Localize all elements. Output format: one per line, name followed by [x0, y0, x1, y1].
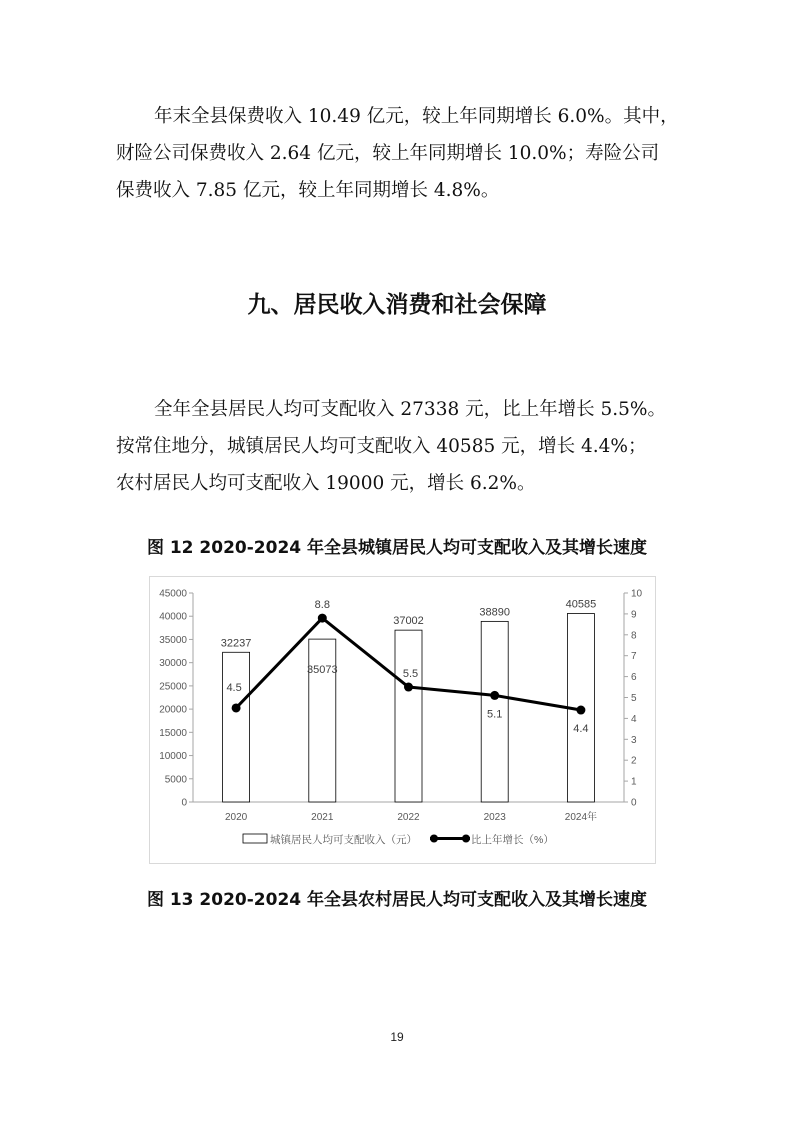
- left-tick-label: 10000: [159, 751, 187, 763]
- x-tick-label: 2023: [483, 812, 506, 823]
- line-data-label: 4.4: [573, 723, 589, 736]
- left-tick-label: 45000: [159, 588, 187, 600]
- bar-data-label: 37002: [393, 615, 424, 628]
- left-tick-label: 35000: [159, 634, 187, 646]
- page-number: 19: [390, 1030, 404, 1044]
- right-tick-label: 7: [631, 651, 637, 663]
- x-tick-label: 2020: [224, 812, 248, 823]
- right-tick-label: 6: [631, 672, 637, 684]
- bar-data-label: 40585: [565, 598, 597, 611]
- bar-data-label: 38890: [479, 606, 510, 619]
- line-data-label: 5.5: [402, 668, 419, 681]
- bar-data-label: 32237: [220, 637, 252, 650]
- section-title: 九、居民收入消费和社会保障: [247, 292, 547, 318]
- right-tick-label: 2: [631, 755, 637, 767]
- legend-line-label: 比上年增长（%）: [471, 834, 554, 846]
- left-tick-label: 5000: [164, 774, 187, 786]
- insurance-line-2: 财险公司保费收入 2.64 亿元，较上年同期增长 10.0%；寿险公司: [116, 143, 660, 164]
- x-tick-label: 2024年: [564, 812, 598, 823]
- growth-point: [232, 703, 241, 712]
- legend-bar-swatch: [243, 834, 267, 843]
- legend-line-marker-left: [430, 835, 438, 843]
- growth-point: [404, 683, 413, 692]
- left-tick-label: 20000: [159, 704, 187, 716]
- line-data-label: 5.1: [487, 708, 503, 721]
- bar: [395, 630, 422, 802]
- insurance-line-3: 保费收入 7.85 亿元，较上年同期增长 4.8%。: [116, 180, 500, 201]
- income-line-2: 按常住地分，城镇居民人均可支配收入 40585 元，增长 4.4%；: [116, 436, 647, 457]
- line-data-label: 8.8: [314, 599, 330, 612]
- insurance-line-1: 年末全县保费收入 10.49 亿元，较上年同期增长 6.0%。其中，: [154, 106, 679, 127]
- growth-point: [490, 691, 499, 700]
- figure13-caption: 图 13 2020-2024 年全县农村居民人均可支配收入及其增长速度: [146, 890, 648, 910]
- right-tick-label: 5: [631, 693, 637, 704]
- left-tick-label: 40000: [159, 611, 187, 623]
- income-line-3: 农村居民人均可支配收入 19000 元，增长 6.2%。: [116, 473, 536, 494]
- right-tick-label: 4: [631, 713, 637, 725]
- left-tick-label: 0: [181, 797, 187, 809]
- x-tick-label: 2022: [397, 812, 420, 823]
- growth-point: [576, 706, 585, 715]
- bar: [223, 652, 250, 802]
- income-paragraph: [116, 391, 696, 502]
- right-tick-label: 10: [631, 588, 643, 600]
- legend-line-marker-right: [462, 835, 470, 843]
- right-tick-label: 1: [631, 776, 637, 788]
- left-tick-label: 30000: [159, 658, 187, 670]
- growth-point: [318, 614, 327, 623]
- left-tick-label: 25000: [159, 681, 187, 693]
- line-data-label: 4.5: [226, 681, 242, 694]
- right-tick-label: 9: [631, 609, 637, 621]
- right-tick-label: 0: [631, 797, 637, 809]
- legend-bar-label: 城镇居民人均可支配收入（元）: [270, 834, 417, 846]
- urban-income-chart: [149, 576, 656, 864]
- left-tick-label: 15000: [159, 727, 187, 739]
- bar-data-label: 35073: [307, 664, 338, 677]
- right-tick-label: 8: [631, 630, 637, 642]
- chart-canvas: [150, 577, 655, 863]
- right-tick-label: 3: [631, 734, 637, 746]
- income-line-1: 全年全县居民人均可支配收入 27338 元，比上年增长 5.5%。: [154, 399, 666, 420]
- insurance-paragraph: [116, 98, 696, 209]
- x-tick-label: 2021: [311, 812, 334, 823]
- figure12-caption: 图 12 2020-2024 年全县城镇居民人均可支配收入及其增长速度: [146, 538, 648, 558]
